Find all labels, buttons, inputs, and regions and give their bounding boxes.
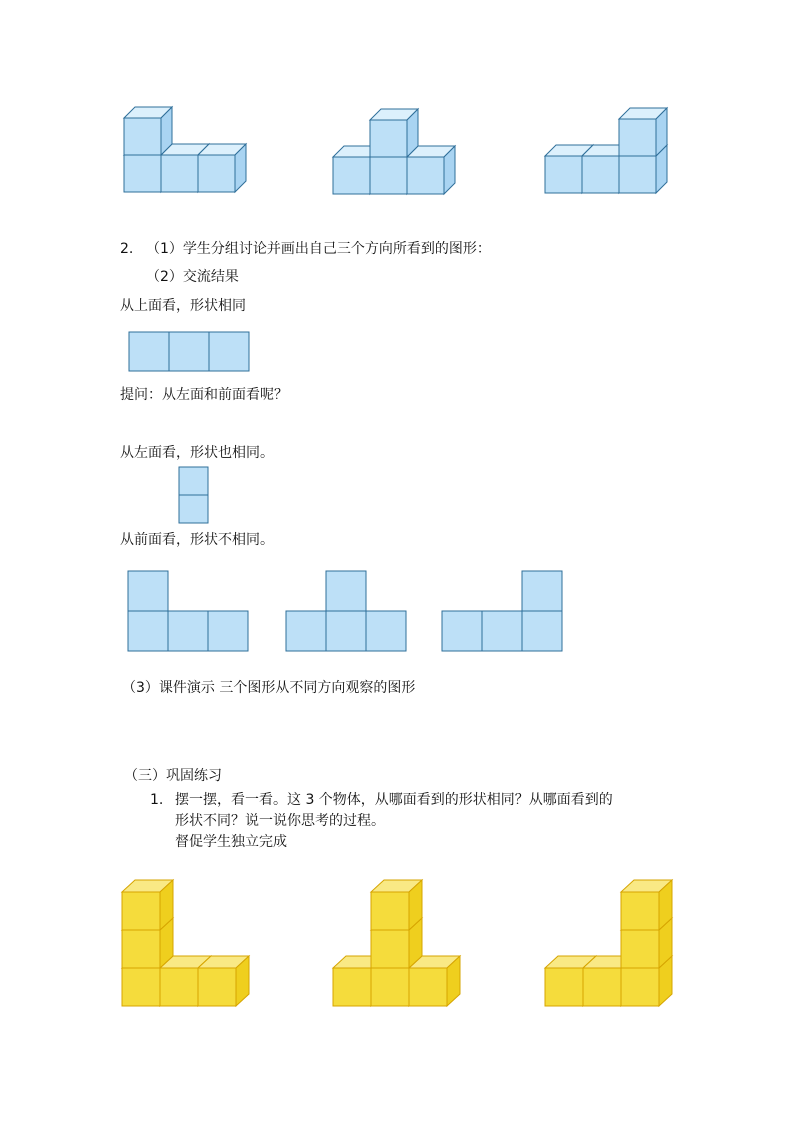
step-1-text: （1）学生分组讨论并画出自己三个方向所看到的图形：: [146, 241, 491, 257]
section-3-heading: （三）巩固练习: [124, 768, 222, 784]
exercise-text-line-2: 形状不同？说一说你思考的过程。: [175, 813, 385, 829]
yellow-figure-3-cube: [621, 880, 672, 930]
yellow-figure-2-cube: [371, 880, 422, 930]
left-view-text: 从左面看，形状也相同。: [120, 445, 274, 461]
yellow-figure-1-cube: [198, 956, 249, 1006]
exercise-number: 1.: [150, 792, 164, 808]
top-view-text: 从上面看，形状相同: [120, 298, 246, 314]
question-text: 提问：从左面和前面看呢？: [120, 387, 288, 403]
exercise-text-line-3: 督促学生独立完成: [175, 834, 287, 850]
exercise-text-line-1: 摆一摆，看一看。这 3 个物体，从哪面看到的形状相同？从哪面看到的: [175, 792, 613, 808]
yellow-figure-2-cube: [409, 956, 460, 1006]
front-view-text: 从前面看，形状不相同。: [120, 532, 274, 548]
yellow-figure-1-cube: [122, 880, 173, 930]
item-number-2: 2.: [120, 241, 134, 257]
step-3-text: （3）课件演示 三个图形从不同方向观察的图形: [122, 680, 416, 696]
step-2-text: （2）交流结果: [146, 269, 239, 285]
